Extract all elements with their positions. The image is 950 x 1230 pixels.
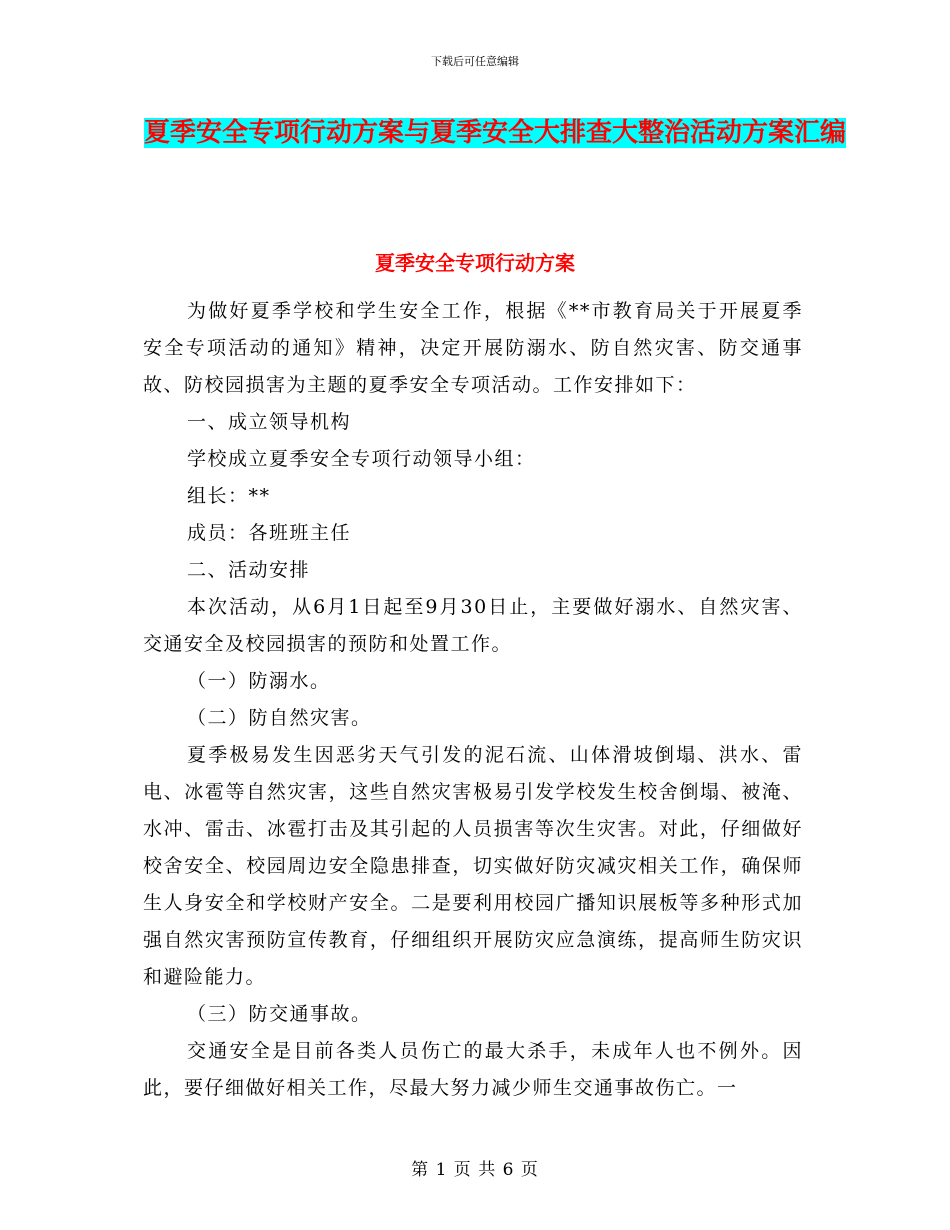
paragraph: 本次活动，从6月1日起至9月30日止，主要做好溺水、自然灾害、交通安全及校园损害的预防和处置工作。 [143,596,803,655]
paragraph: 成员：各班班主任 [187,522,352,544]
paragraph: 组长：** [187,485,271,507]
paragraph: （一）防溺水。 [187,670,331,692]
paragraph: 二、活动安排 [187,559,311,581]
main-title [120,110,870,156]
paragraph: 夏季极易发生因恶劣天气引发的泥石流、山体滑坡倒塌、洪水、雷电、冰雹等自然灾害，这些自然灾害极易引发学校发生校舍倒塌、被淹、水冲、雷击、冰雹打击及其引起的人员损害等次生灾害。对此，仔细做好校舍安全、校园周边安全隐患排查，切实做好防灾减灾相关工作，确保师生人身安全和学校财产安全。二是要利用校园广播知识展板等多种形式加强自然灾害预防宣传教育，仔细组织开展防灾应急演练，提高师生防灾识和避险能力。 [143,744,803,988]
paragraph: 交通安全是目前各类人员伤亡的最大杀手，未成年人也不例外。因此，要仔细做好相关工作，尽最大努力减少师生交通事故伤亡。一 [143,1040,803,1099]
main-title-text: 夏季安全专项行动方案与夏季安全大排查大整治活动方案汇编 [143,118,846,148]
page-footer: 第 1 页 共 6 页 [411,1160,539,1180]
section-title: 夏季安全专项行动方案 [375,251,575,275]
header-note: 下载后可任意编辑 [431,55,519,68]
paragraph: （三）防交通事故。 [187,1003,372,1025]
paragraph: 为做好夏季学校和学生安全工作，根据《**市教育局关于开展夏季安全专项活动的通知》精神，决定开展防溺水、防自然灾害、防交通事故、防校园损害为主题的夏季安全专项活动。工作安排如下： [143,300,803,396]
document-body [143,293,803,1107]
paragraph: 一、成立领导机构 [187,411,352,433]
paragraph: 学校成立夏季安全专项行动领导小组： [187,448,536,470]
paragraph: （二）防自然灾害。 [187,707,372,729]
